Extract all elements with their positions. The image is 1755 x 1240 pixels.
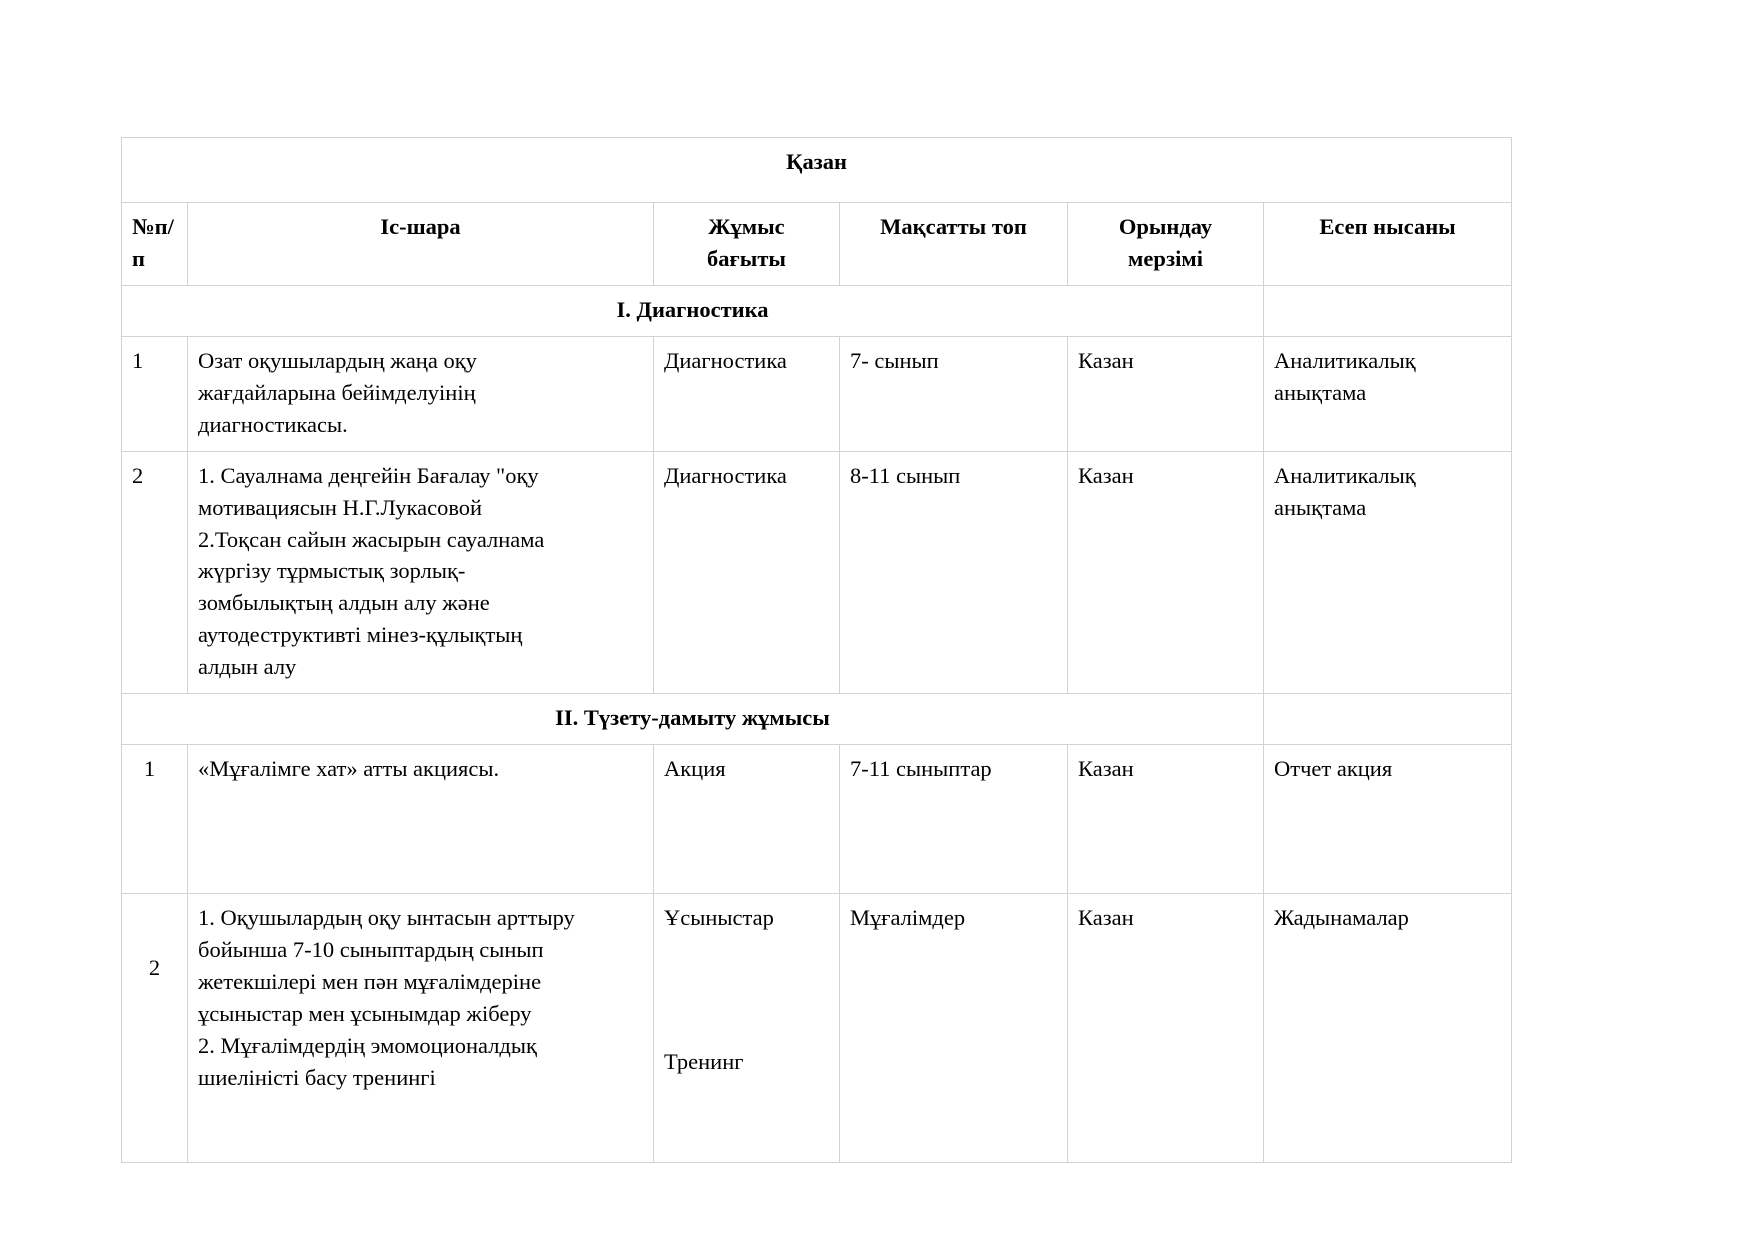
plan-table-container <box>121 137 1511 1163</box>
row-event-line: 1. Оқушылардың оқу ынтасын арттыру <box>198 905 575 931</box>
table-row <box>122 336 1512 451</box>
section-heading-row <box>122 285 1512 336</box>
row-report <box>1264 336 1512 451</box>
row-event <box>188 336 654 451</box>
work-plan-table <box>121 137 1512 1163</box>
row-direction: Диагностика <box>654 336 840 451</box>
row-direction: Акция <box>654 745 840 894</box>
row-term: Казан <box>1068 336 1264 451</box>
column-header-term-line2: мерзімі <box>1128 245 1203 271</box>
column-header-term <box>1068 203 1264 286</box>
column-header-report: Есеп нысаны <box>1264 203 1512 286</box>
column-header-event: Іс-шара <box>188 203 654 286</box>
row-number: 1 <box>122 745 188 894</box>
row-report <box>1264 894 1512 1163</box>
row-term: Казан <box>1068 894 1264 1163</box>
row-target: 7- сынып <box>840 336 1068 451</box>
row-target: Мұғалімдер <box>840 894 1068 1163</box>
row-event-line: жағдайларына бейімделуінің <box>198 379 476 405</box>
row-event-line: диагностикасы. <box>198 411 348 437</box>
row-number: 2 <box>122 894 188 1163</box>
column-header-target: Мақсатты топ <box>840 203 1068 286</box>
column-header-direction-line1: Жұмыс <box>708 214 785 239</box>
row-event-line: 1. Сауалнама деңгейін Бағалау "оқу <box>198 462 539 488</box>
row-report <box>1264 451 1512 694</box>
row-report-line: Аналитикалық <box>1274 347 1416 373</box>
section-heading-row <box>122 694 1512 745</box>
section-heading-diagnostics: I. Диагностика <box>122 285 1264 336</box>
table-row <box>122 894 1512 1163</box>
section-heading-correction: II. Түзету-дамыту жұмысы <box>122 694 1264 745</box>
table-title: Қазан <box>122 138 1512 203</box>
column-header-number-line1: №п/ <box>132 214 174 239</box>
row-event-line: бойынша 7-10 сыныптардың сынып <box>198 937 544 963</box>
row-event-line: алдын алу <box>198 654 297 680</box>
row-direction <box>654 894 840 1163</box>
row-event <box>188 894 654 1163</box>
row-report-line: анықтама <box>1274 494 1367 520</box>
row-report-line: анықтама <box>1274 379 1367 405</box>
row-target: 7-11 сыныптар <box>840 745 1068 894</box>
row-direction: Диагностика <box>654 451 840 694</box>
row-term: Казан <box>1068 451 1264 694</box>
row-event <box>188 745 654 894</box>
table-title-row <box>122 138 1512 203</box>
column-header-direction <box>654 203 840 286</box>
row-event-line: мотивациясын Н.Г.Лукасовой <box>198 494 483 520</box>
row-direction-spacer <box>664 934 829 990</box>
section-heading-filler <box>1264 285 1512 336</box>
row-number: 2 <box>122 451 188 694</box>
column-header-number-line2: п <box>132 245 145 271</box>
row-target: 8-11 сынып <box>840 451 1068 694</box>
row-event-line: «Мұғалімге хат» атты акциясы. <box>198 756 500 782</box>
row-event <box>188 451 654 694</box>
row-term: Казан <box>1068 745 1264 894</box>
row-event-line: Озат оқушылардың жаңа оқу <box>198 347 477 373</box>
table-row <box>122 745 1512 894</box>
row-event-line: аутодеструктивті мінез-құлықтың <box>198 622 523 648</box>
row-event-line: 2. Мұғалімдердің эмомоционалдық <box>198 1032 537 1058</box>
row-direction-primary: Ұсыныстар <box>664 905 774 931</box>
column-header-direction-line2: бағыты <box>707 245 786 271</box>
table-row <box>122 451 1512 694</box>
row-report-line: Жадынамалар <box>1274 905 1409 931</box>
row-report-line: Аналитикалық <box>1274 462 1416 488</box>
row-event-line: 2.Тоқсан сайын жасырын сауалнама <box>198 526 545 552</box>
row-direction-spacer <box>664 990 829 1046</box>
row-report-line: Отчет акция <box>1274 756 1393 782</box>
section-heading-filler <box>1264 694 1512 745</box>
row-number: 1 <box>122 336 188 451</box>
table-header-row <box>122 203 1512 286</box>
row-event-line: жетекшілері мен пән мұғалімдеріне <box>198 969 542 994</box>
row-event-line: зомбылықтың алдын алу және <box>198 590 490 616</box>
column-header-number <box>122 203 188 286</box>
row-report <box>1264 745 1512 894</box>
row-direction-secondary: Тренинг <box>664 1049 744 1075</box>
row-event-line: шиеліністі басу тренингі <box>198 1064 436 1090</box>
row-event-line: жүргізу тұрмыстық зорлық- <box>198 558 466 584</box>
column-header-term-line1: Орындау <box>1118 214 1213 239</box>
row-event-line: ұсыныстар мен ұсынымдар жіберу <box>198 1000 532 1026</box>
